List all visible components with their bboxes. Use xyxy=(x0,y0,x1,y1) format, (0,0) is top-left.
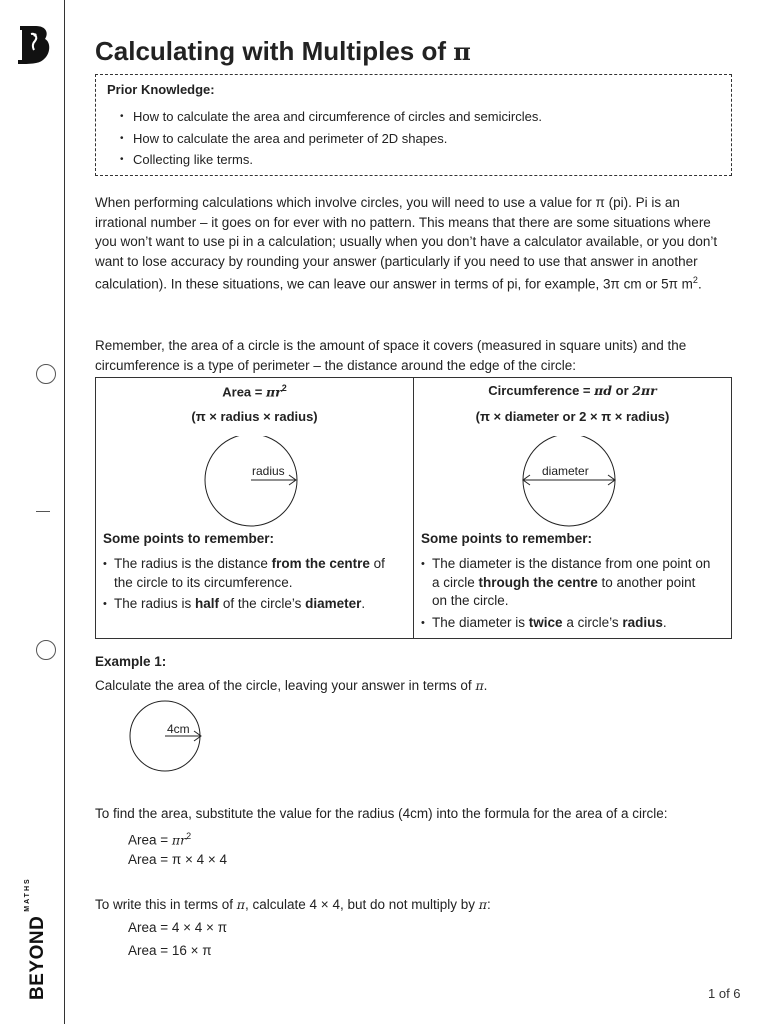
formula-table xyxy=(95,377,732,639)
diameter-label: diameter xyxy=(542,464,589,478)
step2-text: To write this in terms of π, calculate 4 × 4, but do not multiply by π: xyxy=(95,897,491,912)
example-radius-label: 4cm xyxy=(167,722,190,736)
example-title: Example 1: xyxy=(95,654,167,669)
list-item: • The radius is the distance from the centre of the circle to its circumference. xyxy=(96,555,396,592)
list-item: • Collecting like terms. xyxy=(96,149,542,171)
brand-main-text: BEYOND xyxy=(27,915,48,1000)
circumference-points-title: Some points to remember: xyxy=(421,531,593,546)
work-line-3: Area = 4 × 4 × π xyxy=(128,920,228,935)
example-circle-diagram xyxy=(125,700,215,775)
diameter-diagram xyxy=(414,436,731,536)
area-formula: Area = $\pi r^2$ xyxy=(222,383,287,400)
list-item: • How to calculate the area and perimeter of 2D shapes. xyxy=(96,128,542,150)
prior-knowledge-title: Prior Knowledge: xyxy=(107,82,215,97)
circumference-cell xyxy=(414,378,731,638)
remember-paragraph: Remember, the area of a circle is the amount of space it covers (measured in square units) and the circumference is a type of perimeter – the distance around the edge of the circle: xyxy=(95,338,687,373)
list-item: • The radius is half of the circle’s diameter. xyxy=(96,595,396,614)
list-item: • The diameter is the distance from one point on a circle through the centre to another point on the circle. xyxy=(414,555,714,611)
prior-knowledge-list xyxy=(96,106,542,171)
work-line-2: Area = π × 4 × 4 xyxy=(128,852,228,867)
radius-diagram xyxy=(96,436,413,536)
page-title: Calculating with Multiples of π xyxy=(95,36,471,66)
area-points-title: Some points to remember: xyxy=(103,531,275,546)
work-line-1: Area = $\pi r^2$ xyxy=(128,831,192,848)
area-words: (π × radius × radius) xyxy=(191,409,318,424)
circumference-points-list xyxy=(414,555,714,635)
margin-line xyxy=(64,0,65,1024)
beyond-logo-icon xyxy=(16,24,52,66)
fold-mark xyxy=(36,511,50,512)
area-points-list xyxy=(96,555,396,617)
circumference-words: (π × diameter or 2 × π × radius) xyxy=(475,409,670,424)
example-prompt: Calculate the area of the circle, leaving your answer in terms of π. xyxy=(95,678,488,693)
circumference-formula: Circumference = πd or 2πr xyxy=(488,383,657,398)
intro-paragraph: When performing calculations which involve circles, you will need to use a value for π (pi). Pi is an irrational number – it goes on for ever with no pattern. This means that there are some situations where you won’t want to use pi in a calculation; usually when you don’t have a calculator available, or you don’t want to lose accuracy by rounding your answer (particularly if you need to use that answer in another calculation). In these situations, we can leave our answer in terms of pi, for example, 3π cm or 5π $m^2$. xyxy=(95,195,718,292)
step1-text: To find the area, substitute the value for the radius (4cm) into the formula for the area of a circle: xyxy=(95,806,668,821)
page-number: 1 of 6 xyxy=(708,986,741,1001)
radius-label: radius xyxy=(252,464,285,478)
punch-hole-top xyxy=(36,364,56,384)
prior-knowledge-box xyxy=(95,74,732,176)
list-item: • How to calculate the area and circumference of circles and semicircles. xyxy=(96,106,542,128)
area-cell xyxy=(96,378,413,638)
punch-hole-bottom xyxy=(36,640,56,660)
list-item: • The diameter is twice a circle’s radius. xyxy=(414,614,714,633)
brand-sub-text: MATHS xyxy=(24,877,31,912)
work-line-4: Area = 16 × π xyxy=(128,943,212,958)
brand-wordmark xyxy=(24,877,49,1000)
